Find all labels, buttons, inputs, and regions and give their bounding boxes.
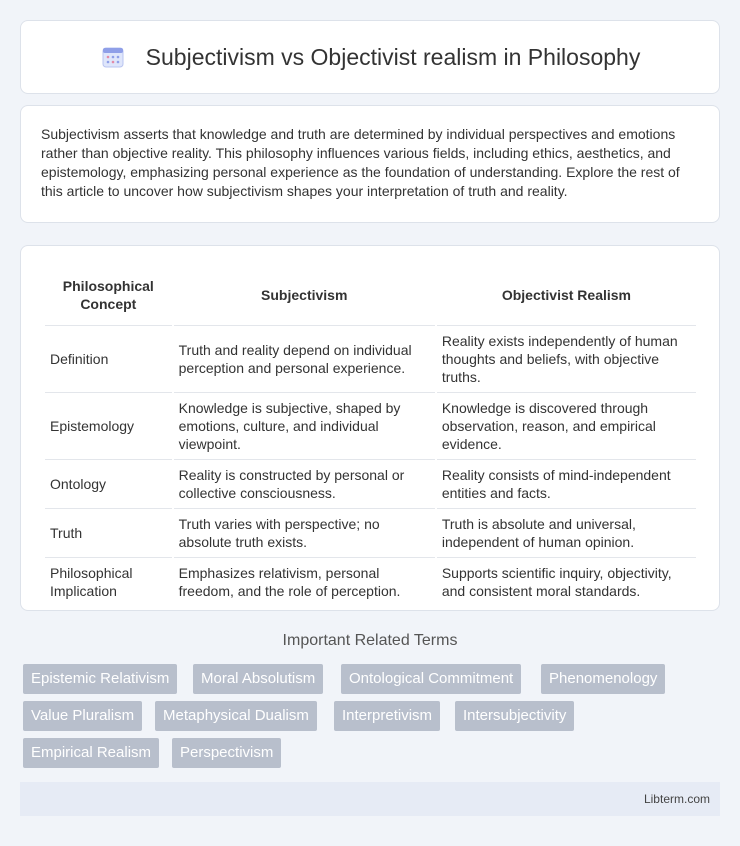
subjectivism-cell: Truth varies with perspective; no absolute truth exists. [174, 509, 435, 558]
row-label: Philosophical Implication [50, 565, 133, 599]
subjectivism-cell: Emphasizes relativism, personal freedom, and the role of perception. [178, 565, 401, 599]
table-row [45, 460, 696, 509]
table-row [45, 326, 696, 393]
related-term-tag[interactable]: Ontological Commitment [341, 664, 521, 694]
row-label: Epistemology [45, 393, 172, 460]
subjectivism-cell: Truth and reality depend on individual perception and personal experience. [174, 326, 435, 393]
objectivist-cell: Reality consists of mind-independent entities and facts. [437, 460, 696, 509]
page-title: Subjectivism vs Objectivist realism in Philosophy [145, 43, 641, 70]
table-header-row [45, 264, 696, 326]
related-term-tag[interactable]: Epistemic Relativism [23, 664, 177, 694]
related-term-tag[interactable]: Interpretivism [334, 701, 440, 731]
table-row [45, 393, 696, 460]
objectivist-cell: Knowledge is discovered through observation, reason, and empirical evidence. [437, 393, 696, 460]
subjectivism-cell: Reality is constructed by personal or collective consciousness. [174, 460, 435, 509]
header-subjectivism: Subjectivism [174, 264, 435, 326]
footer-site-link[interactable]: Libterm.com [643, 792, 710, 806]
related-term-tag[interactable]: Metaphysical Dualism [155, 701, 317, 731]
comparison-table-card [20, 245, 720, 611]
intro-section [20, 105, 720, 223]
subjectivism-cell: Knowledge is subjective, shaped by emotions, culture, and individual viewpoint. [174, 393, 435, 460]
intro-text: Subjectivism asserts that knowledge and truth are determined by individual perspectives and emotions rather than objective reality. This philosophy influences various fields, including ethics, aesthetics, and epistemology, emphasizing personal experience as the foundation of understanding. Explore the rest of this article to uncover how subjectivism shapes your interpretation of truth and reality. [41, 126, 680, 199]
related-term-tag[interactable]: Intersubjectivity [455, 701, 574, 731]
related-term-tag[interactable]: Moral Absolutism [193, 664, 323, 694]
table-row [45, 558, 696, 606]
row-label: Ontology [45, 460, 172, 509]
objectivist-cell: Reality exists independently of human thoughts and beliefs, with objective truths. [437, 326, 696, 393]
header-objectivist-realism: Objectivist Realism [437, 264, 696, 326]
related-term-tag[interactable]: Empirical Realism [23, 738, 159, 768]
comparison-table [43, 264, 698, 606]
related-term-tag[interactable]: Perspectivism [172, 738, 281, 768]
calendar-icon [100, 44, 126, 70]
row-label: Definition [45, 326, 172, 393]
objectivist-cell: Supports scientific inquiry, objectivity, and consistent moral standards. [441, 565, 672, 599]
footer [20, 782, 720, 816]
related-term-tag[interactable]: Value Pluralism [23, 701, 142, 731]
related-term-tag[interactable]: Phenomenology [541, 664, 665, 694]
page-header [20, 20, 720, 94]
header-concept: Philosophical Concept [45, 264, 172, 326]
related-terms-title: Important Related Terms [282, 632, 458, 649]
objectivist-cell: Truth is absolute and universal, independent of human opinion. [437, 509, 696, 558]
row-label: Truth [45, 509, 172, 558]
table-row [45, 509, 696, 558]
